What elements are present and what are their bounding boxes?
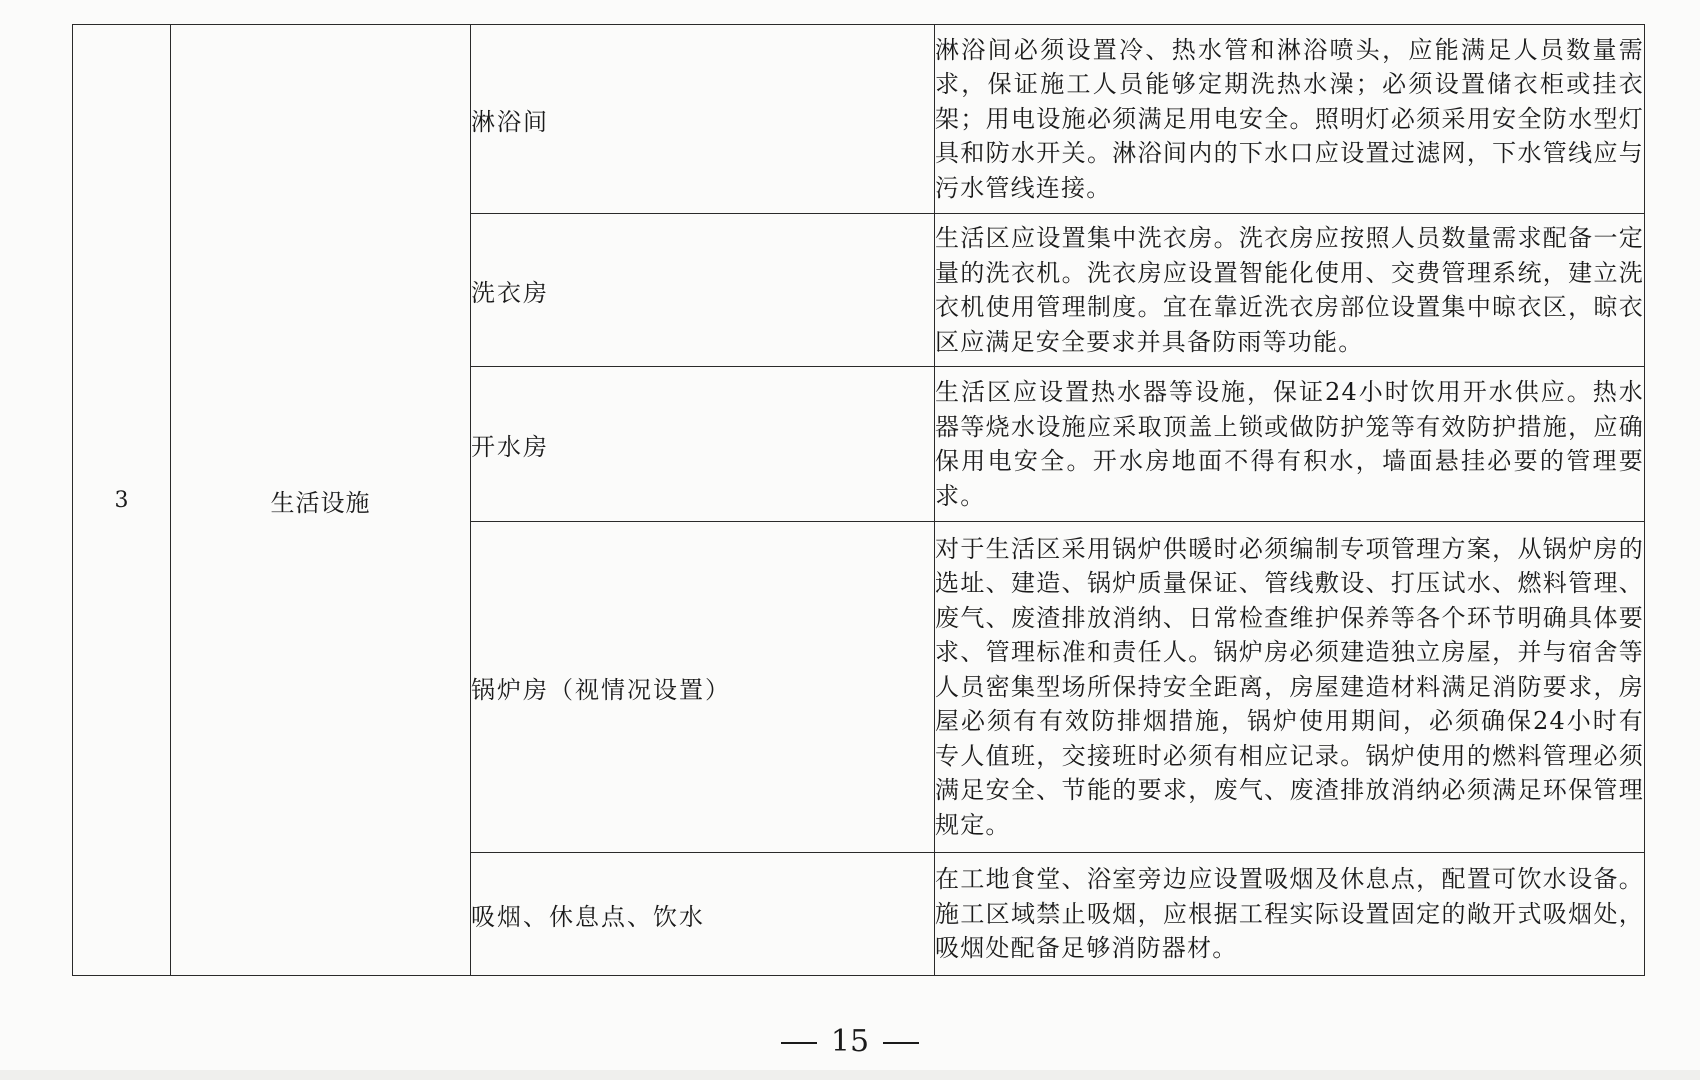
footer-right-dash: [883, 1042, 919, 1044]
item-cell-shower: 淋浴间: [471, 25, 935, 214]
requirement-cell-laundry: 生活区应设置集中洗衣房。洗衣房应按照人员数量需求配备一定量的洗衣机。洗衣房应设置智能化使用、交费管理系统，建立洗衣机使用管理制度。宜在靠近洗衣房部位设置集中晾衣区，晾衣区应满足安全要求并具备防雨等功能。: [935, 214, 1645, 367]
item-cell-laundry: 洗衣房: [471, 214, 935, 367]
requirement-cell-smoking-rest: 在工地食堂、浴室旁边应设置吸烟及休息点，配置可饮水设备。施工区域禁止吸烟，应根据工程实际设置固定的敞开式吸烟处，吸烟处配备足够消防器材。: [935, 853, 1645, 976]
regulation-table: [72, 24, 1645, 976]
row-number-cell: 3: [73, 25, 171, 976]
requirement-cell-shower: 淋浴间必须设置冷、热水管和淋浴喷头，应能满足人员数量需求，保证施工人员能够定期洗热水澡；必须设置储衣柜或挂衣架；用电设施必须满足用电安全。照明灯必须采用安全防水型灯具和防水开关。淋浴间内的下水口应设置过滤网，下水管线应与污水管线连接。: [935, 25, 1645, 214]
footer-left-dash: [781, 1042, 817, 1044]
category-cell: 生活设施: [171, 25, 471, 976]
requirement-cell-boiler-room: 对于生活区采用锅炉供暖时必须编制专项管理方案，从锅炉房的选址、建造、锅炉质量保证、管线敷设、打压试水、燃料管理、废气、废渣排放消纳、日常检查维护保养等各个环节明确具体要求、管理标准和责任人。锅炉房必须建造独立房屋，并与宿舍等人员密集型场所保持安全距离，房屋建造材料满足消防要求，房屋必须有有效防排烟措施，锅炉使用期间，必须确保24小时有专人值班，交接班时必须有相应记录。锅炉使用的燃料管理必须满足安全、节能的要求，废气、废渣排放消纳必须满足环保管理规定。: [935, 522, 1645, 853]
item-cell-smoking-rest: 吸烟、休息点、饮水: [471, 853, 935, 976]
page-number: 15: [830, 1024, 870, 1059]
table-row: [73, 25, 1645, 214]
page-footer: [0, 1024, 1700, 1059]
scan-bottom-edge: [0, 1070, 1700, 1080]
requirement-cell-boiled-water: 生活区应设置热水器等设施，保证24小时饮用开水供应。热水器等烧水设施应采取顶盖上锁或做防护笼等有效防护措施，应确保用电安全。开水房地面不得有积水，墙面悬挂必要的管理要求。: [935, 367, 1645, 522]
item-cell-boiled-water: 开水房: [471, 367, 935, 522]
item-cell-boiler-room: 锅炉房（视情况设置）: [471, 522, 935, 853]
